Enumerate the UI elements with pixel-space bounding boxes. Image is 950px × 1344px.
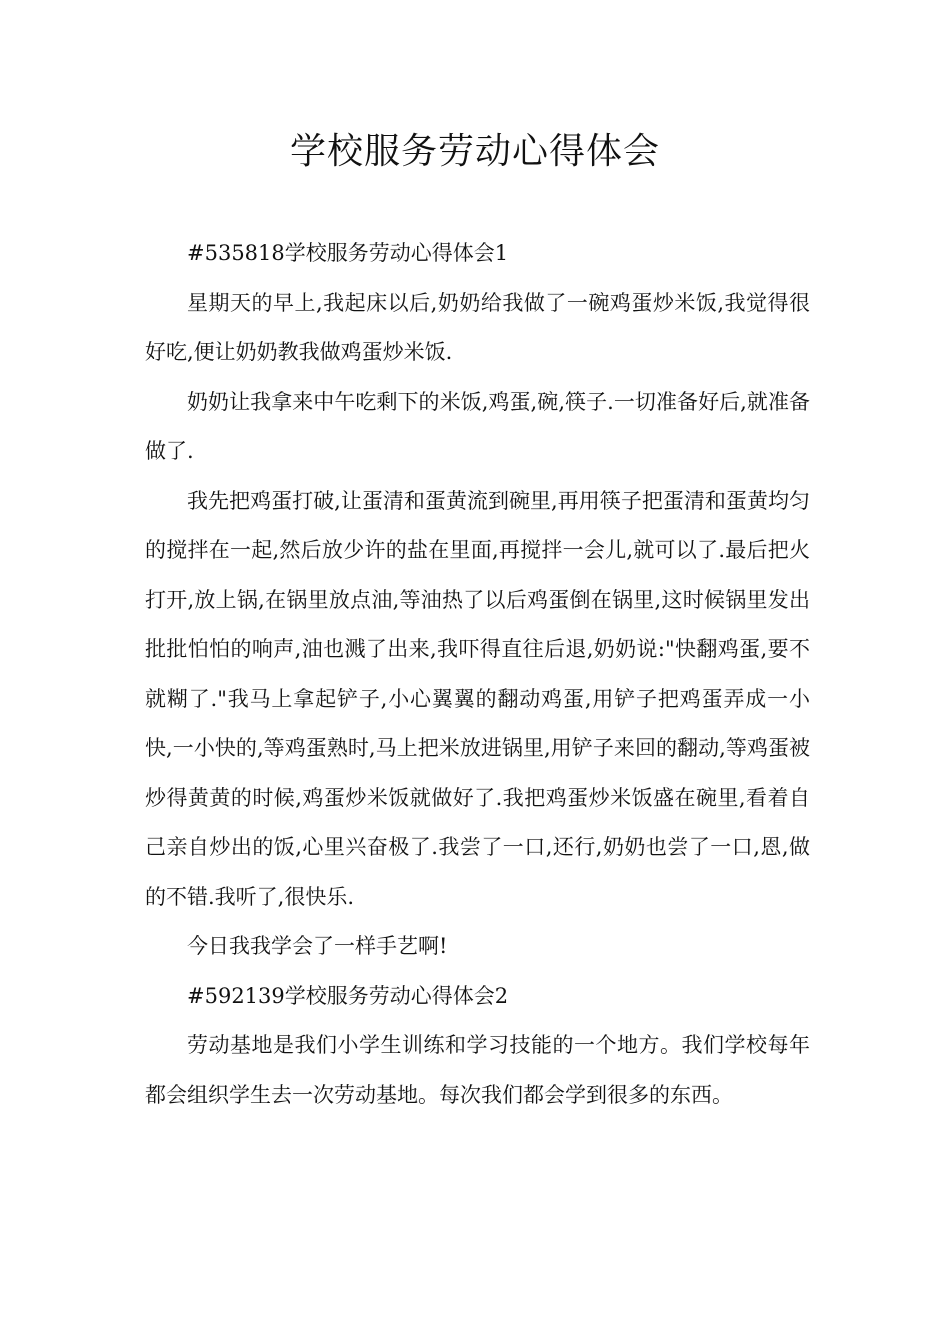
section-heading-2: #592139学校服务劳动心得体会2 xyxy=(187,983,509,1008)
paragraph: 今日我我学会了一样手艺啊! xyxy=(187,934,448,958)
document-body xyxy=(145,229,810,1120)
paragraph: 星期天的早上,我起床以后,奶奶给我做了一碗鸡蛋炒米饭,我觉得很好吃,便让奶奶教我做鸡蛋炒米饭. xyxy=(145,290,810,364)
document-title: 学校服务劳动心得体会 xyxy=(289,131,660,172)
section-heading-1: #535818学校服务劳动心得体会1 xyxy=(187,241,509,265)
paragraph: 我先把鸡蛋打破,让蛋清和蛋黄流到碗里,再用筷子把蛋清和蛋黄均匀的搅拌在一起,然后放少许的盐在里面,再搅拌一会儿,就可以了.最后把火打开,放上锅,在锅里放点油,等油热了以后鸡蛋倒在锅里,这时候锅里发出批批怕怕的响声,油也溅了出来,我吓得直往后退,奶奶说:"快翻鸡蛋,要不就糊了."我马上拿起铲子,小心翼翼的翻动鸡蛋,用铲子把鸡蛋弄成一小快,一小快的,等鸡蛋熟时,马上把米放进锅里,用铲子来回的翻动,等鸡蛋被炒得黄黄的时候,鸡蛋炒米饭就做好了.我把鸡蛋炒米饭盛在碗里,看着自己亲自炒出的饭,心里兴奋极了.我尝了一口,还行,奶奶也尝了一口,恩,做的不错.我听了,很快乐. xyxy=(145,488,810,909)
paragraph: 奶奶让我拿来中午吃剩下的米饭,鸡蛋,碗,筷子.一切准备好后,就准备做了. xyxy=(145,389,810,463)
paragraph: 劳动基地是我们小学生训练和学习技能的一个地方。我们学校每年都会组织学生去一次劳动基地。每次我们都会学到很多的东西。 xyxy=(145,1033,810,1107)
